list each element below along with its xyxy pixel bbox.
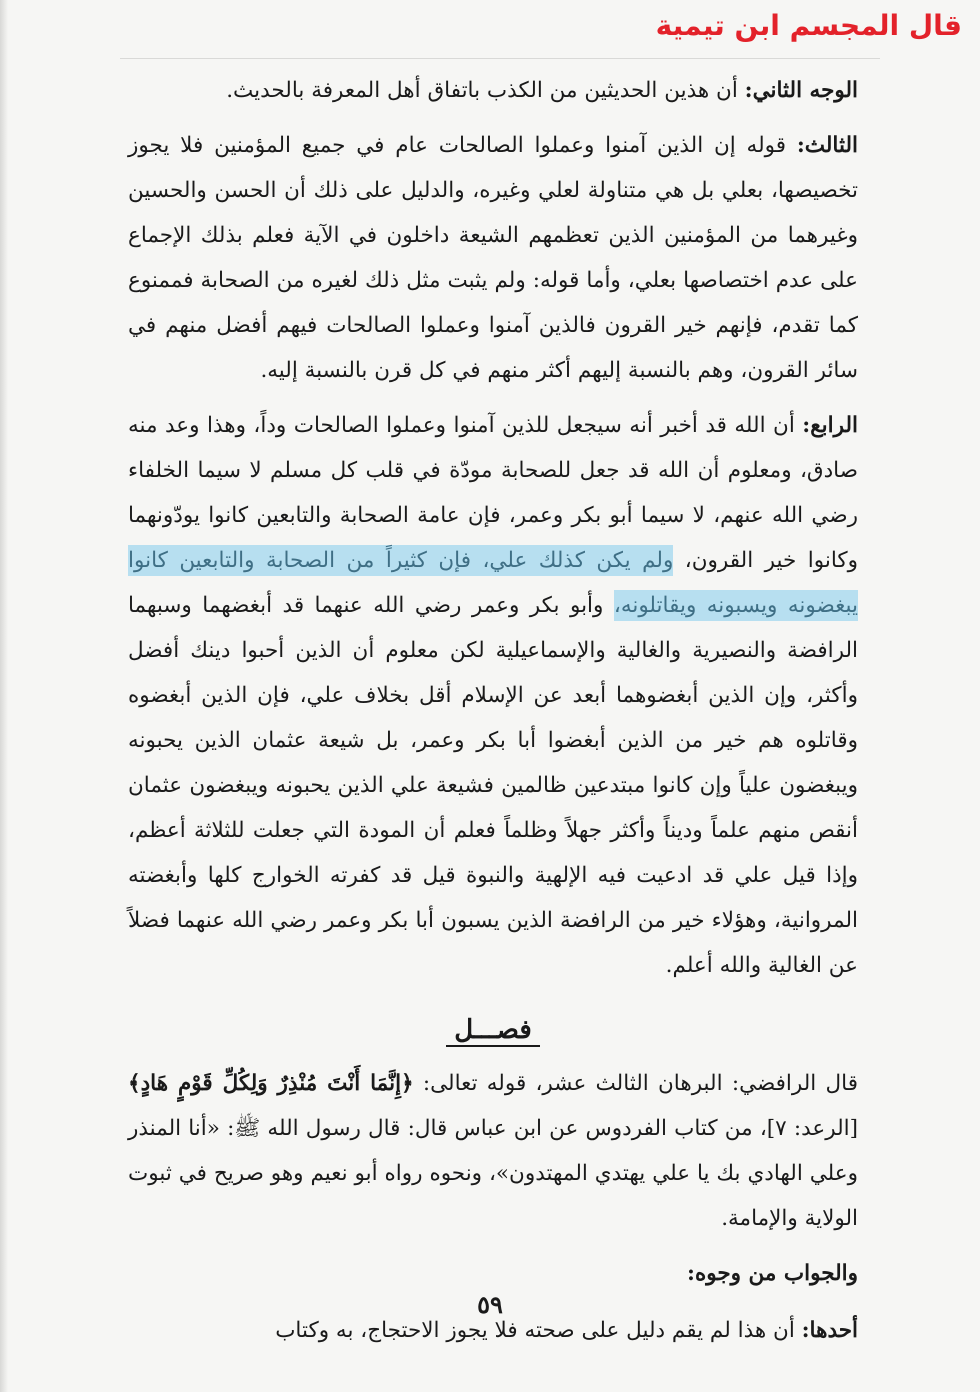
paragraph-second-aspect — [128, 68, 858, 113]
paragraph-text: أن هذا لم يقم دليل على صحته فلا يجوز الاحتجاج، به وكتاب — [275, 1318, 802, 1343]
paragraph-text: قال الرافضي: البرهان الثالث عشر، قوله تعالى: — [413, 1071, 858, 1096]
paragraph-text-continued: وأبو بكر وعمر رضي الله عنهما قد أبغضهما وسبهما الرافضة والنصيرية والغالية والإسماعيلية لكن معلوم أن الذين أحبوا دينك أفضل وأكثر، وإن الذين أبغضوهما أبعد عن الإسلام أقل بخلاف علي، فإن الذين أبغضوه وقاتلوه هم خير من الذين أبغضوا أبا بكر وعمر، بل شيعة عثمان الذين يحبونه ويبغضون علياً وإن كانوا مبتدعين ظالمين فشيعة علي الذين يحبونه ويبغضون عثمان أنقص منهم علماً وديناً وأكثر جهلاً وظلماً فعلم أن المودة التي جعلت للثلاثة أعظم، وإذا قيل علي قد ادعيت فيه الإلهية والنبوة قيل قد كفرته الخوارج كلها وأبغضته المروانية، وهؤلاء خير من الرافضة الذين يسبون أبا بكر وعمر رضي الله عنهما فضلاً عن الغالية والله أعلم. — [128, 593, 858, 978]
paragraph-fourth-aspect — [128, 403, 858, 988]
header-rule — [120, 58, 880, 59]
paragraph-third-aspect — [128, 123, 858, 393]
paragraph-lead: الرابع: — [802, 413, 858, 438]
paragraph-text: أن هذين الحديثين من الكذب باتفاق أهل المعرفة بالحديث. — [226, 78, 745, 103]
paragraph-text-continued: [الرعد: ٧]، من كتاب الفردوس عن ابن عباس قال: قال رسول الله ﷺ: «أنا المنذر وعلي الهادي بك يا علي يهتدي المهتدون»، ونحوه رواه أبو نعيم وهو صريح في ثبوت الولاية والإمامة. — [128, 1116, 858, 1231]
page-number: ٥٩ — [477, 1290, 503, 1319]
paragraph-lead: أحدها: — [801, 1318, 858, 1343]
paragraph-rafidi-claim — [128, 1061, 858, 1241]
highlighted-passage: ولم يكن كذلك علي، فإن كثيراً من الصحابة والتابعين كانوا يبغضونه ويسبونه ويقاتلونه، — [128, 545, 858, 621]
paragraph-text: أن الله قد أخبر أنه سيجعل للذين آمنوا وعملوا الصالحات وداً، وهذا وعد منه صادق، ومعلوم أن الله قد جعل للصحابة مودّة في قلب كل مسلم لا سيما الخلفاء رضي الله عنهم، لا سيما أبو بكر وعمر، فإن عامة الصحابة والتابعين كانوا يودّونهما وكانوا خير القرون، — [128, 413, 858, 573]
page-body — [128, 68, 858, 1363]
header-title: قال المجسم ابن تيمية — [655, 9, 962, 42]
paragraph-text: قوله إن الذين آمنوا وعملوا الصالحات عام في جميع المؤمنين فلا يجوز تخصيصها، بعلي بل هي متناولة لعلي وغيره، والدليل على ذلك أن الحسن والحسين وغيرهما من المؤمنين الذين تعظمهم الشيعة داخلون في الآية فعلم بذلك الإجماع على عدم اختصاصها بعلي، وأما قوله: ولم يثبت مثل ذلك لغيره من الصحابة فممنوع كما تقدم، فإنهم خير القرون فالذين آمنوا وعملوا الصالحات فيهم أفضل منهم في سائر القرون، وهم بالنسبة إليهم أكثر منهم في كل قرن بالنسبة إليه. — [128, 133, 858, 383]
section-title-text: فصـــل — [446, 1015, 540, 1047]
paragraph-lead: والجواب من وجوه: — [687, 1261, 858, 1286]
page-edge-shadow — [0, 0, 8, 1392]
section-title — [128, 1008, 858, 1053]
paragraph-lead: الثالث: — [796, 133, 858, 158]
quran-verse: ﴿إِنَّمَا أَنْتَ مُنْذِرٌ وَلِكُلِّ قَوْمٍ هَادٍ﴾ — [128, 1071, 414, 1096]
paragraph-lead: الوجه الثاني: — [744, 78, 858, 103]
